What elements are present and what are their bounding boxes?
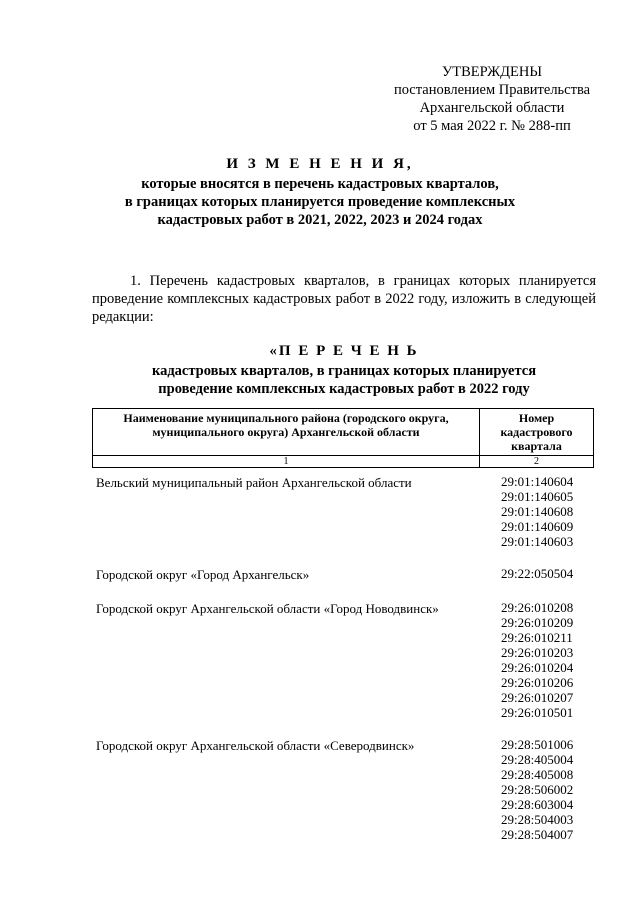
list-title: «П Е Р Е Ч Е Н Ь [269, 343, 419, 359]
cadastral-code: 29:26:010206 [501, 675, 574, 690]
cadastral-code: 29:26:010501 [501, 705, 574, 720]
cadastral-code: 29:01:140603 [501, 534, 574, 549]
cadastral-code: 29:26:010211 [501, 630, 573, 645]
changes-subtitle-line: в границах которых планируется проведение комплексных [124, 194, 516, 210]
district-name: Вельский муниципальный район Архангельской области [96, 475, 412, 490]
cadastral-code: 29:28:405004 [501, 752, 574, 767]
approval-line: от 5 мая 2022 г. № 288-пп [413, 118, 571, 134]
cadastral-code: 29:26:010209 [501, 615, 574, 630]
list-heading [92, 342, 596, 398]
column-header-name: Наименование муниципального района (городского округа, муниципального округа) Архангельской области [93, 409, 480, 456]
cadastral-code: 29:26:010203 [501, 645, 574, 660]
cadastral-codes [492, 600, 594, 720]
changes-subtitle-line: кадастровых работ в 2021, 2022, 2023 и 2024 годах [157, 212, 483, 228]
column-number: 1 [93, 456, 480, 468]
changes-subtitle-line: которые вносятся в перечень кадастровых кварталов, [141, 176, 499, 192]
table-row [92, 600, 594, 720]
cadastral-code: 29:28:504003 [501, 812, 574, 827]
district-name: Городской округ Архангельской области «Северодвинск» [96, 738, 415, 753]
paragraph-text: 1. Перечень кадастровых кварталов, в границах которых планируется проведение комплексных кадастровых работ в 2022 году, изложить в следующей редакции: [92, 273, 596, 325]
cadastral-codes [492, 737, 594, 842]
cadastral-code: 29:26:010204 [501, 660, 574, 675]
cadastral-code: 29:26:010208 [501, 600, 574, 615]
table-row [92, 474, 594, 549]
changes-heading [80, 155, 560, 229]
cadastral-code: 29:22:050504 [501, 566, 574, 581]
cadastral-code: 29:28:405008 [501, 767, 574, 782]
table-body [92, 474, 594, 859]
column-number: 2 [480, 456, 594, 468]
approval-line: постановлением Правительства [393, 82, 591, 98]
table-header [92, 408, 594, 468]
approval-line: УТВЕРЖДЕНЫ [441, 64, 543, 80]
cadastral-code: 29:28:501006 [501, 737, 574, 752]
district-name: Городской округ Архангельской области «Город Новодвинск» [96, 601, 439, 616]
cadastral-code: 29:26:010207 [501, 690, 574, 705]
list-subtitle-line: проведение комплексных кадастровых работ в 2022 году [158, 381, 530, 397]
cadastral-code: 29:28:504007 [501, 827, 574, 842]
column-header-code: Номер кадастрового квартала [480, 409, 594, 456]
cadastral-code: 29:28:603004 [501, 797, 574, 812]
cadastral-code: 29:01:140605 [501, 489, 574, 504]
cadastral-code: 29:01:140609 [501, 519, 574, 534]
cadastral-codes [492, 566, 594, 583]
body-paragraph [92, 272, 596, 326]
table-row [92, 566, 594, 583]
approval-line: Архангельской области [419, 100, 565, 116]
table-row [92, 737, 594, 842]
cadastral-codes [492, 474, 594, 549]
cadastral-code: 29:28:506002 [501, 782, 574, 797]
cadastral-code: 29:01:140604 [501, 474, 574, 489]
list-subtitle-line: кадастровых кварталов, в границах которых планируется [151, 363, 537, 379]
district-name: Городской округ «Город Архангельск» [96, 567, 310, 582]
cadastral-code: 29:01:140608 [501, 504, 574, 519]
changes-title: И З М Е Н Е Н И Я, [226, 156, 414, 172]
approval-block [380, 63, 604, 135]
